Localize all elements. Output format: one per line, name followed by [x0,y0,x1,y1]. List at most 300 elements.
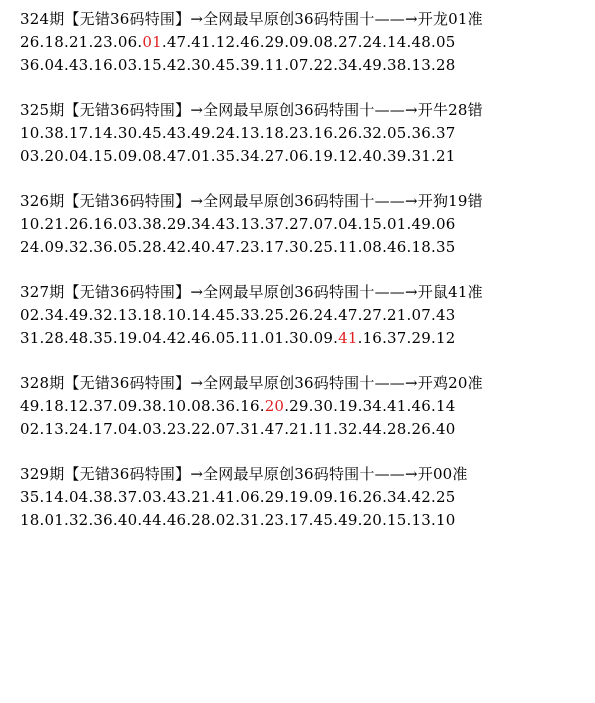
separator-dot: . [382,397,388,415]
separator-dot: . [39,329,45,347]
number-cell: 43 [166,488,187,506]
separator-dot: . [333,511,339,529]
number-cell: 46 [411,397,431,415]
number-cell: 40 [362,147,383,165]
separator-dot: . [431,33,436,51]
separator-dot: . [39,215,45,233]
number-cell: 40 [117,511,138,529]
number-cell: 49 [191,124,211,142]
separator-dot: . [235,56,241,74]
number-cell: 01 [264,329,285,347]
separator-dot: . [284,215,290,233]
number-cell: 09 [313,329,334,347]
separator-dot: . [63,306,69,324]
separator-dot: . [137,238,143,256]
number-cell: 11 [338,238,358,256]
number-cell: 19 [338,397,358,415]
number-cell: 40 [191,238,211,256]
number-cell: 04 [44,56,64,74]
separator-dot: . [284,306,290,324]
number-cell: 12 [338,147,358,165]
separator-dot: . [357,397,363,415]
number-cell: 05 [435,33,456,51]
separator-dot: . [406,124,412,142]
separator-dot: . [161,488,167,506]
separator-dot: . [161,397,167,415]
number-cell: 19 [313,147,334,165]
number-cell: 08 [362,238,383,256]
separator-dot: . [259,420,265,438]
number-cell: 04 [117,420,138,438]
number-cell: 13 [44,420,64,438]
number-cell: 35 [215,147,236,165]
separator-dot: . [112,306,118,324]
number-cell: 25 [264,306,285,324]
number-cell: 31 [411,147,431,165]
number-cell: 27 [362,306,383,324]
number-cell: 27 [289,215,309,233]
separator-dot: . [88,488,94,506]
separator-dot: . [382,147,388,165]
number-cell: 05 [387,124,407,142]
separator-dot: . [406,329,412,347]
number-cell: 12 [435,329,456,347]
number-cell: 23 [264,511,285,529]
number-cell: 03 [142,488,162,506]
number-cell: 18 [20,511,40,529]
number-cell: 09 [313,488,334,506]
separator-dot: . [308,488,314,506]
separator-dot: . [210,420,216,438]
separator-dot: . [333,488,339,506]
separator-dot: . [63,488,69,506]
separator-dot: . [137,147,143,165]
number-cell: 30 [289,329,309,347]
number-cell: 02 [215,511,236,529]
separator-dot: . [308,124,314,142]
separator-dot: . [137,488,143,506]
separator-dot: . [161,147,167,165]
number-cell: 40 [435,420,456,438]
number-cell: 10 [20,215,40,233]
number-cell: 05 [117,238,138,256]
separator-dot: . [333,56,339,74]
separator-dot: . [161,511,167,529]
number-row [20,486,590,509]
separator-dot: . [382,329,388,347]
number-cell: 07 [289,56,309,74]
separator-dot: . [284,329,290,347]
separator-dot: . [112,397,118,415]
number-cell: 16 [93,56,113,74]
separator-dot: . [235,397,241,415]
separator-dot: . [112,511,118,529]
number-cell: 39 [240,56,260,74]
separator-dot: . [406,488,412,506]
number-cell: 38 [142,215,162,233]
number-cell: 26 [362,488,383,506]
number-cell: 04 [338,215,358,233]
separator-dot: . [333,215,339,233]
number-cell: 32 [93,306,113,324]
number-cell: 31 [240,511,260,529]
period-header: 327期【无错36码特围】→全网最早原创36码特围十——→开鼠41准 [20,283,483,301]
number-cell: 49 [20,397,40,415]
separator-dot: . [259,238,265,256]
number-cell: 21 [435,147,456,165]
number-cell: 03 [20,147,40,165]
separator-dot: . [284,397,290,415]
number-cell: 29 [411,329,431,347]
number-cell: 35 [93,329,113,347]
separator-dot: . [88,33,94,51]
number-cell: 11 [264,56,285,74]
number-cell: 10 [20,124,40,142]
number-cell: 26 [20,33,40,51]
number-cell: 23 [166,420,187,438]
number-row [20,54,590,77]
separator-dot: . [308,215,314,233]
separator-dot: . [235,238,241,256]
separator-dot: . [186,306,192,324]
separator-dot: . [431,329,436,347]
separator-dot: . [210,147,216,165]
prediction-document [20,8,590,554]
number-cell: 46 [166,511,187,529]
separator-dot: . [431,147,436,165]
separator-dot: . [308,420,314,438]
number-cell: 37 [435,124,456,142]
number-cell: 47 [264,420,285,438]
number-cell: 13 [240,124,260,142]
number-cell: 43 [215,215,236,233]
number-cell: 24 [215,124,236,142]
number-cell: 09 [44,238,64,256]
number-cell: 23 [93,33,113,51]
number-row [20,304,590,327]
number-row [20,213,590,236]
separator-dot: . [112,124,118,142]
number-cell: 05 [215,329,236,347]
separator-dot: . [88,56,94,74]
number-cell: 28 [387,420,407,438]
separator-dot: . [259,56,265,74]
number-cell: 06 [289,147,309,165]
period-block [20,372,590,441]
separator-dot: . [39,33,45,51]
separator-dot: . [357,33,363,51]
number-cell: 06 [240,488,260,506]
separator-dot: . [284,33,290,51]
separator-dot: . [186,397,192,415]
separator-dot: . [210,488,216,506]
number-cell: 27 [338,33,358,51]
number-cell: 30 [313,397,334,415]
number-cell: 20 [362,511,383,529]
number-cell: 14 [191,306,211,324]
separator-dot: . [137,511,143,529]
number-cell: 34 [338,56,358,74]
hit-number-cell: 20 [264,397,285,415]
period-block [20,99,590,168]
number-cell: 18 [264,124,285,142]
number-cell: 16 [240,397,260,415]
number-cell: 32 [338,420,358,438]
separator-dot: . [284,238,290,256]
separator-dot: . [161,238,167,256]
number-cell: 29 [264,33,285,51]
number-cell: 39 [387,147,407,165]
separator-dot: . [161,33,167,51]
number-cell: 11 [313,420,334,438]
separator-dot: . [63,238,69,256]
separator-dot: . [284,147,290,165]
number-cell: 21 [191,488,211,506]
number-cell: 21 [44,215,64,233]
separator-dot: . [259,488,265,506]
number-cell: 02 [20,420,40,438]
number-cell: 18 [44,33,64,51]
separator-dot: . [357,147,363,165]
number-cell: 03 [117,56,138,74]
separator-dot: . [39,420,45,438]
separator-dot: . [88,420,94,438]
number-cell: 34 [240,147,260,165]
number-cell: 41 [191,33,211,51]
separator-dot: . [210,397,216,415]
number-cell: 17 [68,124,89,142]
separator-dot: . [333,397,339,415]
number-cell: 22 [313,56,334,74]
separator-dot: . [431,306,436,324]
number-cell: 45 [215,56,236,74]
number-cell: 13 [240,215,260,233]
separator-dot: . [88,397,94,415]
number-cell: 38 [142,397,162,415]
separator-dot: . [284,511,290,529]
separator-dot: . [39,238,45,256]
number-cell: 37 [264,215,285,233]
separator-dot: . [357,306,363,324]
separator-dot: . [63,420,69,438]
number-cell: 07 [215,420,236,438]
separator-dot: . [137,215,143,233]
separator-dot: . [235,329,241,347]
number-cell: 46 [191,329,211,347]
separator-dot: . [308,306,314,324]
number-cell: 13 [411,511,431,529]
number-cell: 23 [289,124,309,142]
number-cell: 03 [142,420,162,438]
number-cell: 13 [117,306,138,324]
number-row [20,327,590,350]
number-cell: 26 [68,215,89,233]
number-cell: 28 [44,329,64,347]
number-cell: 10 [166,306,187,324]
separator-dot: . [112,56,118,74]
separator-dot: . [186,33,192,51]
period-header: 325期【无错36码特围】→全网最早原创36码特围十——→开牛28错 [20,101,483,119]
separator-dot: . [235,215,241,233]
separator-dot: . [112,420,118,438]
number-cell: 34 [44,306,64,324]
number-cell: 09 [117,147,138,165]
number-cell: 09 [289,33,309,51]
separator-dot: . [406,33,412,51]
separator-dot: . [406,238,412,256]
period-block [20,8,590,77]
number-cell: 38 [93,488,113,506]
number-cell: 21 [68,33,89,51]
separator-dot: . [210,511,216,529]
separator-dot: . [161,215,167,233]
number-cell: 22 [191,420,211,438]
number-cell: 19 [289,488,309,506]
number-cell: 04 [142,329,162,347]
number-cell: 33 [240,306,260,324]
number-cell: 09 [117,397,138,415]
number-cell: 29 [166,215,187,233]
separator-dot: . [63,329,69,347]
number-cell: 20 [44,147,64,165]
period-header: 326期【无错36码特围】→全网最早原创36码特围十——→开狗19错 [20,192,483,210]
separator-dot: . [431,56,436,74]
separator-dot: . [63,56,69,74]
separator-dot: . [112,238,118,256]
number-cell: 31 [20,329,40,347]
separator-dot: . [88,215,94,233]
separator-dot: . [382,33,388,51]
separator-dot: . [137,329,143,347]
number-cell: 26 [338,124,358,142]
number-cell: 03 [117,215,138,233]
number-cell: 12 [215,33,236,51]
separator-dot: . [39,511,45,529]
separator-dot: . [186,56,192,74]
separator-dot: . [88,306,94,324]
separator-dot: . [88,147,94,165]
separator-dot: . [210,306,216,324]
separator-dot: . [39,488,45,506]
separator-dot: . [88,238,94,256]
number-cell: 47 [215,238,236,256]
separator-dot: . [406,397,412,415]
number-cell: 43 [166,124,187,142]
number-cell: 37 [117,488,138,506]
separator-dot: . [186,124,192,142]
number-cell: 48 [411,33,431,51]
number-cell: 43 [435,306,456,324]
number-row [20,509,590,532]
separator-dot: . [112,215,118,233]
number-cell: 36 [215,397,236,415]
number-cell: 07 [411,306,431,324]
separator-dot: . [235,124,241,142]
number-cell: 31 [240,420,260,438]
number-cell: 02 [20,306,40,324]
number-cell: 47 [166,147,187,165]
number-cell: 25 [435,488,456,506]
number-cell: 44 [142,511,162,529]
separator-dot: . [39,147,45,165]
number-cell: 49 [362,56,383,74]
number-cell: 18 [142,306,162,324]
number-cell: 28 [191,511,211,529]
separator-dot: . [39,124,45,142]
separator-dot: . [63,215,69,233]
separator-dot: . [39,306,45,324]
separator-dot: . [259,329,265,347]
separator-dot: . [137,306,143,324]
number-cell: 30 [289,238,309,256]
number-cell: 10 [435,511,456,529]
number-cell: 26 [411,420,431,438]
separator-dot: . [259,306,265,324]
separator-dot: . [284,420,290,438]
hit-number-cell: 41 [338,329,358,347]
number-cell: 45 [313,511,334,529]
number-cell: 46 [240,33,260,51]
number-cell: 49 [68,306,89,324]
number-cell: 45 [215,306,236,324]
separator-dot: . [333,147,339,165]
number-cell: 30 [117,124,138,142]
separator-dot: . [186,238,192,256]
number-cell: 28 [142,238,162,256]
number-cell: 01 [191,147,211,165]
separator-dot: . [333,329,339,347]
separator-dot: . [308,329,314,347]
separator-dot: . [406,511,412,529]
number-cell: 11 [240,329,260,347]
number-cell: 34 [191,215,211,233]
number-cell: 38 [44,124,64,142]
separator-dot: . [210,238,216,256]
period-header: 329期【无错36码特围】→全网最早原创36码特围十——→开00准 [20,465,468,483]
separator-dot: . [382,420,388,438]
number-cell: 15 [387,511,407,529]
separator-dot: . [137,397,143,415]
separator-dot: . [112,488,118,506]
separator-dot: . [112,33,118,51]
number-cell: 37 [93,397,113,415]
period-header: 324期【无错36码特围】→全网最早原创36码特围十——→开龙01准 [20,10,483,28]
number-cell: 38 [387,56,407,74]
separator-dot: . [357,511,363,529]
separator-dot: . [284,488,290,506]
separator-dot: . [382,56,388,74]
separator-dot: . [357,124,363,142]
separator-dot: . [382,215,388,233]
number-cell: 28 [435,56,456,74]
separator-dot: . [161,420,167,438]
number-cell: 19 [117,329,138,347]
separator-dot: . [333,420,339,438]
separator-dot: . [333,306,339,324]
hit-number-cell: 01 [142,33,162,51]
separator-dot: . [308,511,314,529]
separator-dot: . [161,306,167,324]
number-cell: 35 [435,238,456,256]
number-cell: 36 [411,124,431,142]
number-cell: 08 [313,33,334,51]
separator-dot: . [235,511,241,529]
separator-dot: . [308,238,314,256]
number-cell: 10 [166,397,187,415]
number-cell: 29 [264,488,285,506]
separator-dot: . [137,33,143,51]
number-cell: 27 [264,147,285,165]
